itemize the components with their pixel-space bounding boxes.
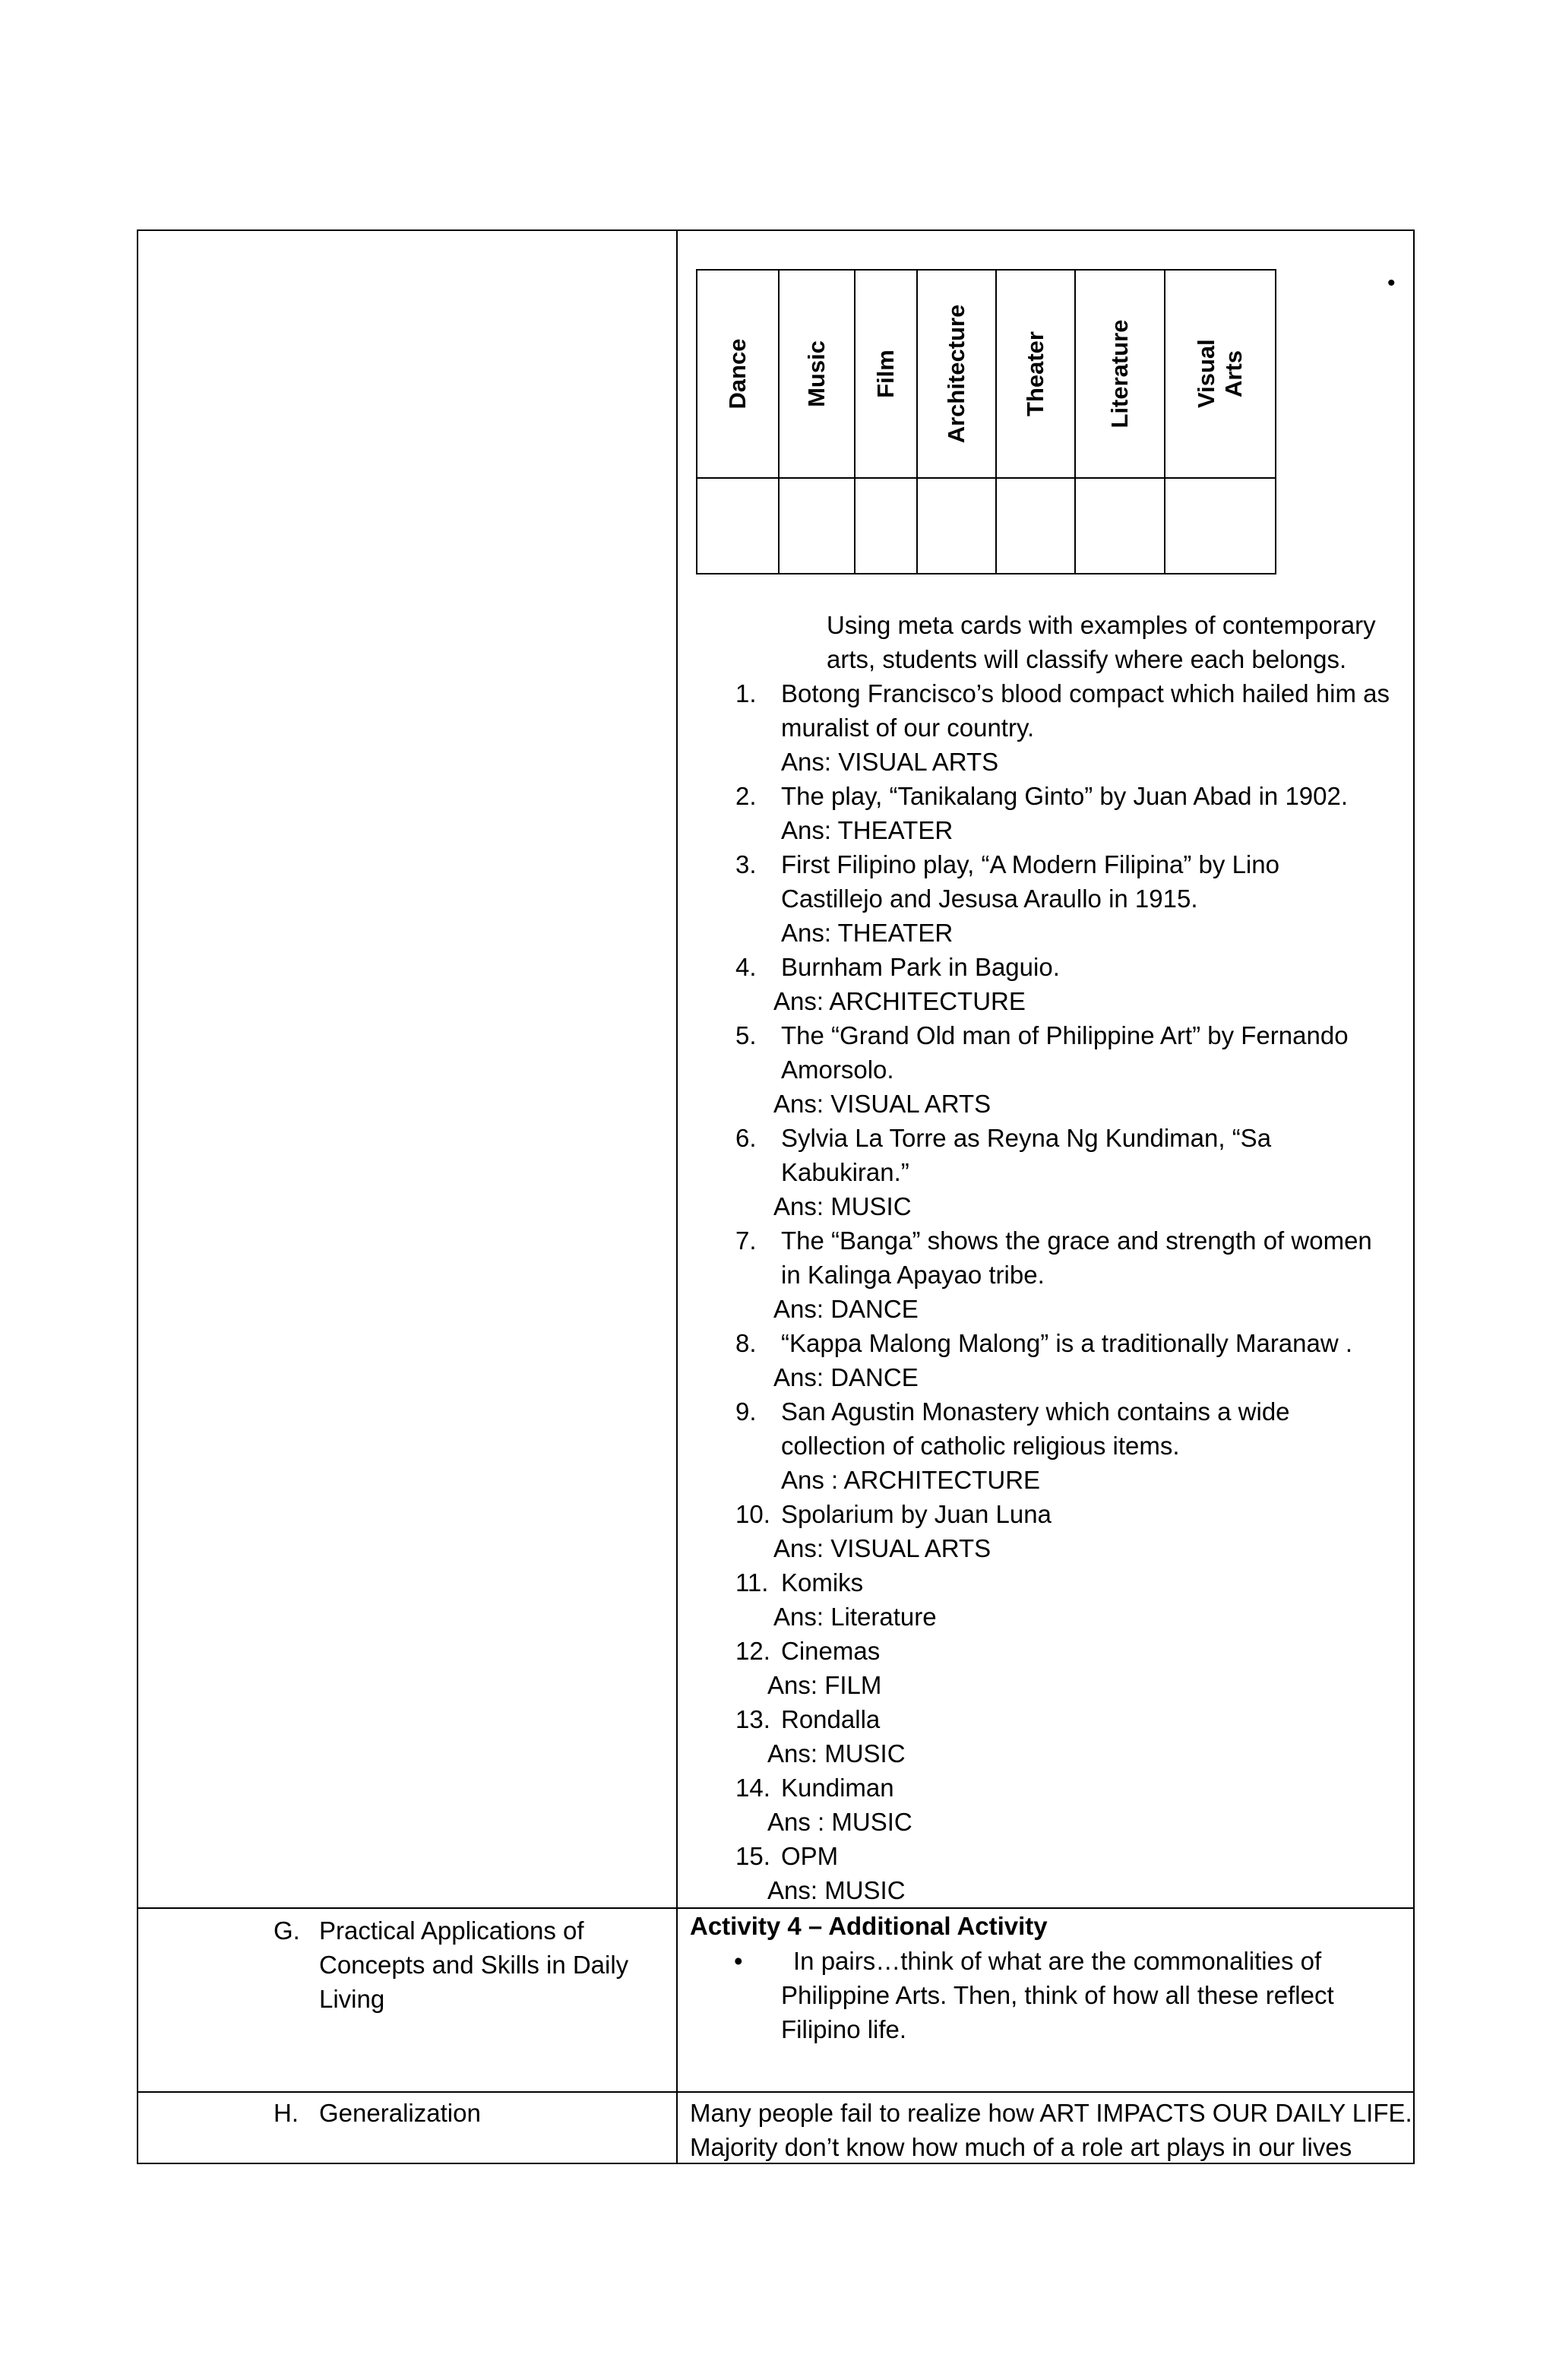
item-answer: Ans: Literature bbox=[773, 1603, 937, 1631]
item-text: muralist of our country. bbox=[781, 714, 1035, 742]
item-number: 4. bbox=[735, 953, 757, 981]
section-g-title-line-3: Living bbox=[319, 1985, 385, 2013]
item-answer: Ans: VISUAL ARTS bbox=[781, 748, 999, 776]
category-header-architecture: Architecture bbox=[917, 270, 996, 478]
item-text: Spolarium by Juan Luna bbox=[781, 1500, 1052, 1528]
item-number: 7. bbox=[735, 1226, 757, 1255]
item-text: Castillejo and Jesusa Araullo in 1915. bbox=[781, 885, 1198, 913]
item-answer: Ans: FILM bbox=[767, 1671, 882, 1699]
item-answer: Ans : ARCHITECTURE bbox=[781, 1466, 1041, 1494]
item-text: OPM bbox=[781, 1842, 839, 1870]
item-text: The “Banga” shows the grace and strength of women bbox=[781, 1226, 1372, 1255]
item-text: Botong Francisco’s blood compact which hailed him as bbox=[781, 679, 1390, 707]
item-text: Rondalla bbox=[781, 1705, 881, 1733]
item-text: Komiks bbox=[781, 1568, 864, 1597]
item-number: 10. bbox=[735, 1500, 770, 1528]
item-number: 8. bbox=[735, 1329, 757, 1357]
category-cell bbox=[1075, 478, 1165, 574]
category-cell bbox=[697, 478, 779, 574]
item-number: 14. bbox=[735, 1774, 770, 1802]
activity-bullet: • bbox=[734, 1947, 743, 1975]
column-divider bbox=[676, 231, 678, 2163]
generalization-line-1: Many people fail to realize how ART IMPACTS OUR DAILY LIFE. bbox=[690, 2099, 1412, 2127]
category-header-film: Film bbox=[855, 270, 917, 478]
section-g-title-line-2: Concepts and Skills in Daily bbox=[319, 1951, 629, 1979]
item-text: The play, “Tanikalang Ginto” by Juan Abad in 1902. bbox=[781, 782, 1349, 810]
item-answer: Ans : MUSIC bbox=[767, 1808, 912, 1836]
item-text: in Kalinga Apayao tribe. bbox=[781, 1261, 1045, 1289]
item-number: 2. bbox=[735, 782, 757, 810]
item-text: First Filipino play, “A Modern Filipina” by Lino bbox=[781, 850, 1279, 878]
item-text: Kabukiran.” bbox=[781, 1158, 909, 1186]
category-header-dance: Dance bbox=[697, 270, 779, 478]
item-text: Kundiman bbox=[781, 1774, 894, 1802]
item-answer: Ans: DANCE bbox=[773, 1363, 919, 1391]
row-divider-h bbox=[138, 2091, 1413, 2093]
category-cell bbox=[779, 478, 855, 574]
item-text: collection of catholic religious items. bbox=[781, 1432, 1180, 1460]
item-text: The “Grand Old man of Philippine Art” by Fernando bbox=[781, 1021, 1349, 1049]
item-number: 3. bbox=[735, 850, 757, 878]
item-answer: Ans: MUSIC bbox=[767, 1739, 906, 1768]
top-bullet: • bbox=[1387, 271, 1396, 296]
item-number: 1. bbox=[735, 679, 757, 707]
intro-text-line-1: Using meta cards with examples of contemporary bbox=[827, 611, 1376, 639]
item-text: “Kappa Malong Malong” is a traditionally Maranaw . bbox=[781, 1329, 1353, 1357]
activity-4-title: Activity 4 – Additional Activity bbox=[690, 1912, 1048, 1940]
item-text: San Agustin Monastery which contains a wide bbox=[781, 1397, 1290, 1426]
activity-text-line-3: Filipino life. bbox=[781, 2015, 907, 2043]
item-number: 5. bbox=[735, 1021, 757, 1049]
category-cell bbox=[1165, 478, 1276, 574]
category-header-music: Music bbox=[779, 270, 855, 478]
item-answer: Ans: ARCHITECTURE bbox=[773, 987, 1026, 1015]
item-answer: Ans: MUSIC bbox=[767, 1876, 906, 1904]
category-header-theater: Theater bbox=[996, 270, 1075, 478]
item-answer: Ans: MUSIC bbox=[773, 1192, 912, 1220]
item-text: Burnham Park in Baguio. bbox=[781, 953, 1060, 981]
activity-text-line-1: In pairs…think of what are the commonalities of bbox=[793, 1947, 1322, 1975]
generalization-line-2: Majority don’t know how much of a role art plays in our lives bbox=[690, 2133, 1352, 2161]
item-text: Sylvia La Torre as Reyna Ng Kundiman, “Sa bbox=[781, 1124, 1272, 1152]
item-text: Amorsolo. bbox=[781, 1055, 894, 1084]
item-text: Cinemas bbox=[781, 1637, 881, 1665]
category-header-literature: Literature bbox=[1075, 270, 1165, 478]
intro-text-line-2: arts, students will classify where each belongs. bbox=[827, 645, 1347, 673]
item-number: 11. bbox=[735, 1568, 769, 1597]
item-number: 13. bbox=[735, 1705, 770, 1733]
item-number: 9. bbox=[735, 1397, 757, 1426]
item-answer: Ans: VISUAL ARTS bbox=[773, 1090, 991, 1118]
item-number: 15. bbox=[735, 1842, 770, 1870]
category-cell bbox=[855, 478, 917, 574]
section-g-letter: G. bbox=[274, 1916, 300, 1945]
item-number: 12. bbox=[735, 1637, 770, 1665]
category-cell bbox=[917, 478, 996, 574]
item-answer: Ans: THEATER bbox=[781, 816, 954, 844]
item-answer: Ans: VISUAL ARTS bbox=[773, 1534, 991, 1562]
item-number: 6. bbox=[735, 1124, 757, 1152]
category-header-visual-arts: Visual Arts bbox=[1165, 270, 1276, 478]
category-cell bbox=[996, 478, 1075, 574]
section-h-letter: H. bbox=[274, 2099, 299, 2127]
item-answer: Ans: DANCE bbox=[773, 1295, 919, 1323]
activity-text-line-2: Philippine Arts. Then, think of how all these reflect bbox=[781, 1981, 1334, 2009]
item-answer: Ans: THEATER bbox=[781, 919, 954, 947]
section-h-title: Generalization bbox=[319, 2099, 481, 2127]
section-g-title-line-1: Practical Applications of bbox=[319, 1916, 584, 1945]
art-category-table bbox=[696, 269, 1276, 574]
